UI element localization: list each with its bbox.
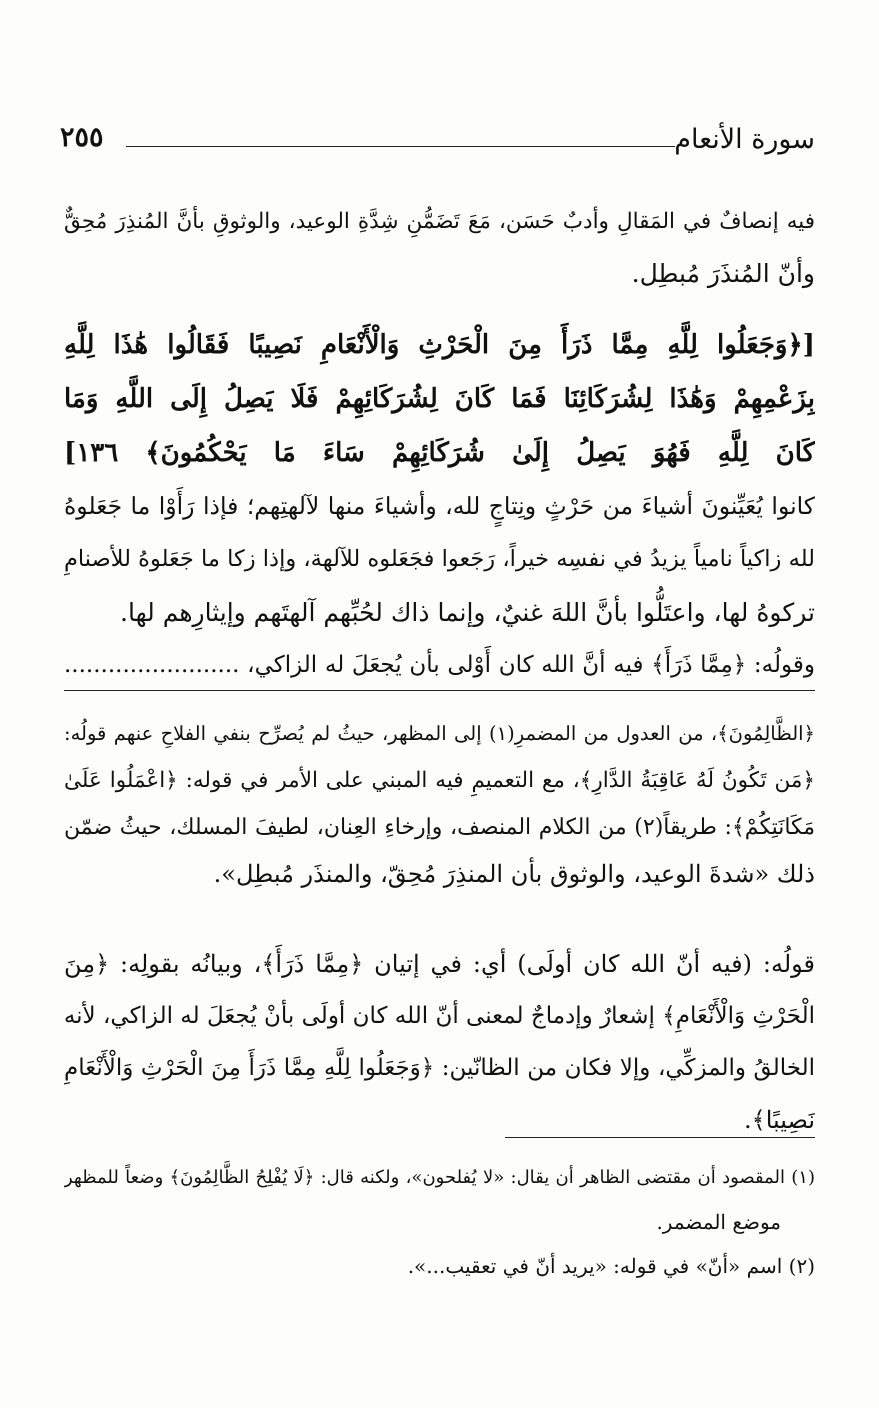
text-line: وأنّ المُنذَرَ مُبطِل. (631, 259, 815, 288)
text-line: فيه إنصافٌ في المَقالِ وأدبٌ حَسَن، مَعَ تَضَمُّنِ شِدَّةِ الوعيد، والوثوقِ بأنَّ المُنذِرَ مُحِقٌّ (64, 209, 815, 234)
commentary-line: ذلك «شدةَ الوعيد، والوثوق بأن المنذِرَ مُحِقّ، والمنذَر مُبطِل». (213, 860, 815, 888)
header-rule (126, 146, 675, 147)
main-paragraph-1 (64, 196, 815, 300)
verse-line: [﴿وَجَعَلُوا لِلَّهِ مِمَّا ذَرَأَ مِنَ الْحَرْثِ وَالْأَنْعَامِ نَصِيبًا فَقَالُوا هَٰذَا لِلَّهِ (64, 330, 815, 360)
text-line: كانوا يُعَيِّنونَ أشياءَ من حَرْثٍ ونِتاجٍ لله، وأشياءَ منها لآلهتِهم؛ فإذا رَأَوْا ما جَعَلوهُ (64, 492, 815, 520)
commentary-line: قولُه: (فيه أنّ الله كان أولَى) أي: في إتيان ﴿مِمَّا ذَرَأَ﴾، وبيانُه بقولِه: ﴿مِنَ (64, 950, 815, 978)
commentary-line: مَكَانَتِكُمْ﴾: طريقاً(٢) من الكلام المنصف، وإرخاءِ العِنان، لطيفَ المسلك، حيثُ ضمّن (64, 815, 815, 840)
commentary-paragraph-1 (64, 710, 815, 898)
commentary-paragraph-2 (64, 938, 815, 1146)
quran-verse-block (64, 318, 815, 480)
commentary-line: الْحَرْثِ وَالْأَنْعَامِ﴾ إشعارٌ وإدماجٌ لمعنى أنّ الله كان أولَى بأنْ يُجعَلَ له الزاكي، لأنه (64, 1003, 815, 1029)
footnote-1: (١) المقصود أن مقتضى الظاهر أن يقال: «لا يُفلحون»، ولكنه قال: ﴿لَا يُفْلِحُ الظَّالِمُونَ﴾ وضعاً للمظهر (64, 1167, 815, 1188)
footnotes (64, 1156, 815, 1288)
footnote-1-continuation: موضع المضمر. (656, 1210, 781, 1234)
verse-line: بِزَعْمِهِمْ وَهَٰذَا لِشُرَكَائِنَا فَمَا كَانَ لِشُرَكَائِهِمْ فَلَا يَصِلُ إِلَى اللَّهِ وَمَا (64, 384, 815, 414)
footnote-divider (505, 1137, 815, 1138)
page-header (60, 118, 815, 170)
text-line: تركوهُ لها، واعتَلُّوا بأنَّ اللهَ غنيٌ، وإنما ذاك لحُبِّهم آلهتَهم وإيثارِهم لها. (120, 598, 815, 627)
running-title: سورة الأنعام (674, 124, 815, 155)
commentary-line: ﴿مَن تَكُونُ لَهُ عَاقِبَةُ الدَّارِ﴾، مع التعميمِ فيه المبني على الأمر في قوله: ﴿اعْمَلُوا عَلَىٰ (64, 768, 815, 793)
commentary-divider (64, 690, 815, 691)
commentary-line: نَصِيبًا﴾. (744, 1106, 815, 1134)
commentary-line: ﴿الظَّالِمُونَ﴾، من العدول من المضمرِ(١) إلى المظهر، حيثُ لم يُصرِّح بنفي الفلاحِ عنهم قولُه: (64, 722, 815, 745)
main-paragraph-2 (64, 480, 815, 692)
text-line: لله زاكياً نامياً يزيدُ في نفسِه خيراً، رَجَعوا فجَعَلوه للآلهة، وإذا زكا ما جَعَلوهُ للأصنامِ (64, 546, 815, 572)
verse-line: كَانَ لِلَّهِ فَهُوَ يَصِلُ إِلَىٰ شُرَكَائِهِمْ سَاءَ مَا يَحْكُمُونَ﴾ ١٣٦] (64, 438, 815, 468)
footnote-2: (٢) اسم «أنّ» في قوله: «يريد أنّ في تعقيب...». (407, 1254, 815, 1278)
text-line: وقولُه: ﴿مِمَّا ذَرَأَ﴾ فيه أنَّ الله كان أَوْلى بأن يُجعَلَ له الزاكي، ........................ (64, 652, 815, 678)
page-number: ٢٥٥ (60, 122, 104, 153)
commentary-line: الخالقُ والمزكِّي، وإلا فكان من الظانّين: ﴿وَجَعَلُوا لِلَّهِ مِمَّا ذَرَأَ مِنَ الْحَرْثِ وَالْأَنْعَامِ (64, 1055, 815, 1081)
